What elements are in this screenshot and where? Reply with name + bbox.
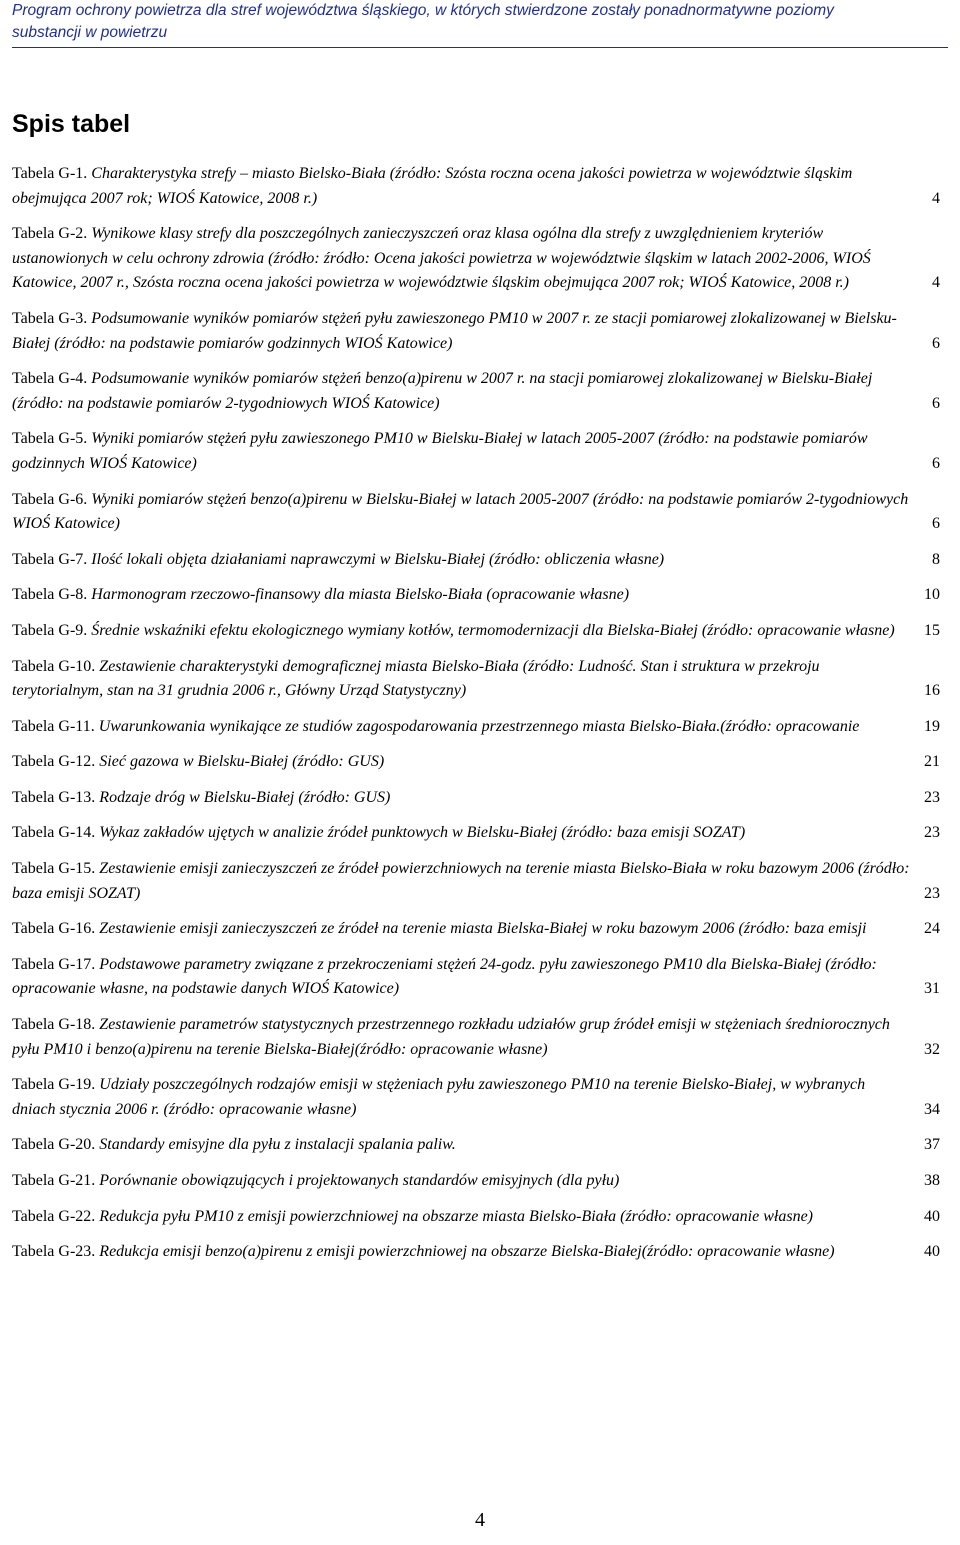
toc-entry-label: Tabela G-10.	[12, 657, 96, 675]
toc-entry[interactable]	[12, 367, 940, 416]
toc-entry-title: Wyniki pomiarów stężeń benzo(a)pirenu w Bielsku-Białej w latach 2005-2007 (źródło: na podstawie pomiarów 2-tygodniowych WIOŚ Katowice)	[12, 490, 909, 533]
toc-entry[interactable]	[12, 821, 940, 846]
toc-entry-label: Tabela G-15.	[12, 860, 96, 878]
toc-entry-label: Tabela G-3.	[12, 309, 88, 327]
toc-entry-label: Tabela G-20.	[12, 1136, 96, 1154]
toc-entry-page: 23	[922, 882, 940, 907]
toc-entry-title: Charakterystyka strefy – miasto Bielsko-Biała (źródło: Szósta roczna ocena jakości powietrza w województwie śląskim obejmująca 2007 rok; WIOŚ Katowice, 2008 r.)	[12, 165, 853, 207]
toc-entry-title: Zestawienie parametrów statystycznych przestrzennego rozkładu udziałów grup źródeł emisji w stężeniach średniorocznych pyłu PM10 i benzo(a)pirenu na terenie Bielska-Białej(źródło: opracowanie własne)	[12, 1016, 890, 1058]
toc-entry-title: Zestawienie emisji zanieczyszczeń ze źródeł na terenie miasta Bielska-Białej w roku bazowym 2006 (źródło: baza emisji	[99, 920, 867, 938]
toc-entry-label: Tabela G-14.	[12, 824, 96, 842]
toc-entry-label: Tabela G-2.	[12, 225, 88, 243]
toc-entry-title: Standardy emisyjne dla pyłu z instalacji spalania paliw.	[99, 1136, 456, 1154]
toc-entry-label: Tabela G-13.	[12, 788, 96, 806]
toc-entry[interactable]	[12, 1133, 940, 1158]
toc-entry-label: Tabela G-7.	[12, 550, 88, 568]
table-of-tables	[12, 162, 940, 1276]
toc-entry-label: Tabela G-16.	[12, 920, 96, 938]
toc-entry-title: Wykaz zakładów ujętych w analizie źródeł punktowych w Bielsku-Białej (źródło: baza emisji SOZAT)	[99, 824, 746, 842]
toc-entry[interactable]	[12, 427, 940, 476]
toc-entry-title: Uwarunkowania wynikające ze studiów zagospodarowania przestrzennego miasta Bielsko-Biała.(źródło: opracowanie	[98, 717, 860, 735]
toc-entry-page: 31	[922, 977, 940, 1002]
toc-entry[interactable]	[12, 619, 940, 644]
toc-entry-label: Tabela G-6.	[12, 490, 88, 508]
toc-entry-page: 4	[930, 187, 940, 212]
toc-entry-label: Tabela G-21.	[12, 1172, 96, 1190]
toc-entry[interactable]	[12, 750, 940, 775]
toc-entry-page: 6	[930, 452, 940, 477]
toc-entry-page: 10	[922, 583, 940, 608]
toc-entry[interactable]	[12, 1013, 940, 1062]
toc-entry-page: 15	[922, 619, 940, 644]
toc-entry-label: Tabela G-12.	[12, 753, 96, 771]
toc-entry[interactable]	[12, 1073, 940, 1122]
toc-entry-title: Sieć gazowa w Bielsku-Białej (źródło: GUS)	[99, 753, 385, 771]
toc-entry-label: Tabela G-11.	[12, 717, 95, 735]
toc-entry[interactable]	[12, 488, 940, 537]
toc-entry[interactable]	[12, 786, 940, 811]
toc-entry-label: Tabela G-9.	[12, 621, 88, 639]
toc-entry[interactable]	[12, 655, 940, 704]
toc-entry-title: Wyniki pomiarów stężeń pyłu zawieszonego PM10 w Bielsku-Białej w latach 2005-2007 (źródło: na podstawie pomiarów godzinnych WIOŚ Katowice)	[12, 430, 868, 472]
toc-entry[interactable]	[12, 583, 940, 608]
toc-entry-title: Podsumowanie wyników pomiarów stężeń pyłu zawieszonego PM10 w 2007 r. ze stacji pomiarowej zlokalizowanej w Bielsku-Białej (źródło: na podstawie pomiarów godzinnych WIOŚ Katowice)	[12, 309, 897, 352]
toc-entry[interactable]	[12, 857, 940, 906]
header-line-1: Program ochrony powietrza dla stref województwa śląskiego, w których stwierdzone zostały ponadnormatywne poziomy	[12, 2, 834, 19]
toc-entry-label: Tabela G-22.	[12, 1207, 96, 1225]
page-title: Spis tabel	[12, 110, 131, 138]
toc-entry-page: 38	[922, 1169, 940, 1194]
toc-entry-page: 40	[922, 1205, 940, 1230]
toc-entry-title: Wynikowe klasy strefy dla poszczególnych zanieczyszczeń oraz klasa ogólna dla strefy z uwzględnieniem kryteriów ustanowionych w celu ochrony zdrowia (źródło: źródło: Ocena jakości powietrza w województwie śląskim w latach 2002-2006, WIOŚ Katowice, 2007 r., Szósta roczna ocena jakości powietrza w województwie śląskim obejmująca 2007 rok; WIOŚ Katowice, 2008 r.)	[12, 225, 871, 292]
toc-entry-page: 6	[930, 512, 940, 537]
toc-entry-page: 16	[922, 679, 940, 704]
toc-entry[interactable]	[12, 715, 940, 740]
toc-entry-label: Tabela G-19.	[12, 1076, 96, 1094]
toc-entry-page: 23	[922, 786, 940, 811]
toc-entry-page: 6	[930, 332, 940, 357]
toc-entry-title: Podsumowanie wyników pomiarów stężeń benzo(a)pirenu w 2007 r. na stacji pomiarowej zlokalizowanej w Bielsku-Białej (źródło: na podstawie pomiarów 2-tygodniowych WIOŚ Katowice)	[12, 370, 873, 412]
toc-entry-page: 40	[922, 1240, 940, 1265]
toc-entry-title: Średnie wskaźniki efektu ekologicznego wymiany kotłów, termomodernizacji dla Bielska-Białej (źródło: opracowanie własne)	[91, 621, 895, 639]
header-line-2: substancji w powietrzu	[12, 24, 168, 41]
toc-entry-title: Redukcja emisji benzo(a)pirenu z emisji powierzchniowej na obszarze Bielska-Białej(źródło: opracowanie własne)	[99, 1243, 835, 1261]
toc-entry-label: Tabela G-8.	[12, 586, 88, 604]
toc-entry-label: Tabela G-1.	[12, 165, 88, 182]
toc-entry-page: 24	[922, 917, 940, 942]
toc-entry-title: Porównanie obowiązujących i projektowanych standardów emisyjnych (dla pyłu)	[99, 1172, 620, 1190]
running-header	[12, 0, 948, 48]
toc-entry-page: 34	[922, 1098, 940, 1123]
toc-entry[interactable]	[12, 222, 940, 296]
toc-entry-title: Harmonogram rzeczowo-finansowy dla miasta Bielsko-Biała (opracowanie własne)	[91, 586, 630, 604]
toc-entry[interactable]	[12, 1240, 940, 1265]
toc-entry[interactable]	[12, 1169, 940, 1194]
toc-entry-title: Zestawienie emisji zanieczyszczeń ze źródeł powierzchniowych na terenie miasta Bielsko-Biała w roku bazowym 2006 (źródło: baza emisji SOZAT)	[12, 860, 910, 902]
toc-entry-title: Zestawienie charakterystyki demograficznej miasta Bielsko-Biała (źródło: Ludność. Stan i struktura w przekroju terytorialnym, stan na 31 grudnia 2006 r., Główny Urząd Statystyczny)	[12, 657, 820, 700]
toc-entry-title: Rodzaje dróg w Bielsku-Białej (źródło: GUS)	[99, 788, 391, 806]
toc-entry-label: Tabela G-17.	[12, 955, 96, 973]
toc-entry-label: Tabela G-4.	[12, 370, 88, 388]
toc-entry[interactable]	[12, 917, 940, 942]
toc-entry-title: Udziały poszczególnych rodzajów emisji w stężeniach pyłu zawieszonego PM10 na terenie Bielsko-Białej, w wybranych dniach stycznia 2006 r. (źródło: opracowanie własne)	[12, 1076, 866, 1118]
toc-entry-page: 21	[922, 750, 940, 775]
toc-entry-page: 23	[922, 821, 940, 846]
toc-entry-label: Tabela G-5.	[12, 430, 88, 448]
toc-entry-label: Tabela G-23.	[12, 1243, 96, 1261]
toc-entry[interactable]	[12, 162, 940, 211]
toc-entry[interactable]	[12, 1205, 940, 1230]
toc-entry-page: 4	[930, 271, 940, 296]
toc-entry-page: 37	[922, 1133, 940, 1158]
toc-entry[interactable]	[12, 953, 940, 1002]
toc-entry[interactable]	[12, 548, 940, 573]
toc-entry-title: Podstawowe parametry związane z przekroczeniami stężeń 24-godz. pyłu zawieszonego PM10 dla Bielska-Białej (źródło: opracowanie własne, na podstawie danych WIOŚ Katowice)	[12, 955, 877, 998]
toc-entry-title: Redukcja pyłu PM10 z emisji powierzchniowej na obszarze miasta Bielsko-Biała (źródło: opracowanie własne)	[99, 1207, 813, 1225]
toc-entry-title: Ilość lokali objęta działaniami naprawczymi w Bielsku-Białej (źródło: obliczenia własne)	[91, 550, 665, 568]
toc-entry[interactable]	[12, 307, 940, 356]
toc-entry-page: 8	[930, 548, 940, 573]
toc-entry-page: 19	[922, 715, 940, 740]
page-number: 4	[475, 1509, 485, 1531]
toc-entry-page: 6	[930, 392, 940, 417]
toc-entry-page: 32	[922, 1038, 940, 1063]
toc-entry-label: Tabela G-18.	[12, 1016, 96, 1034]
